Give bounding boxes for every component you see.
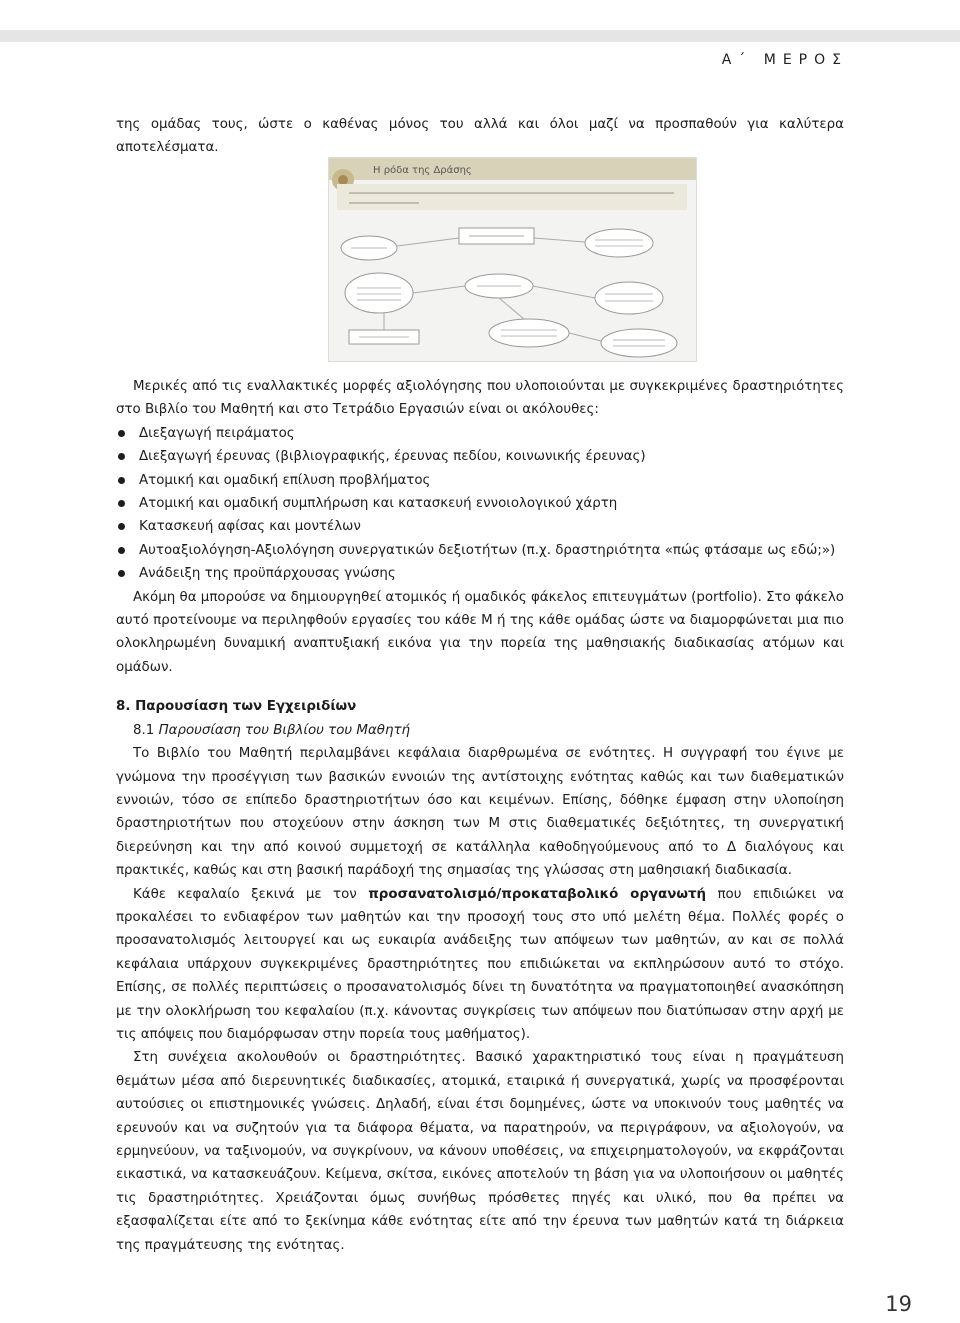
wheel-of-action-figure xyxy=(328,157,697,362)
paragraph-1: Το Βιβλίο του Μαθητή περιλαμβάνει κεφάλαια διαρθρωμένα σε ενότητες. Η συγγραφή του έγινε με γνώμονα την προσέγγιση των βασικών εννοιών της αντίστοιχης ενότητας καθώς και των διαθεματικών εννοιών, τόσο σε επίπεδο δραστηριοτήτων όσο και κειμένων. Επίσης, δόθηκε έμφαση στην υλοποίηση δραστηριοτήτων που στοχεύουν στην άσκηση των Μ στις διαθεματικές δεξιότητες, τη συνεργατική διερεύνηση και την από κοινού συμμετοχή σε κατάλληλα καθοδηγούμενους από το Δ διαλόγους και πρακτικές, καθώς και στη βασική παράδοχή της σημασίας της γλώσσας στη μαθησιακή διαδικασία. xyxy=(116,746,844,879)
paragraph-2 xyxy=(116,883,844,1047)
intro-paragraph xyxy=(116,113,844,160)
list-item: Ατομική και ομαδική συμπλήρωση και κατασκευή εννοιολογικού χάρτη xyxy=(116,492,844,515)
subsection-number: 8.1 xyxy=(133,722,155,738)
paragraph-2-bold: προσανατολισμό/προκαταβολικό οργανωτή xyxy=(368,886,707,902)
page-number: 19 xyxy=(885,1292,912,1316)
portfolio-paragraph: Ακόμη θα μπορούσε να δημιουργηθεί ατομικός ή ομαδικός φάκελος επιτευγμάτων (portfolio). Στο φάκελο αυτό προτείνουμε να περιληφθούν εργασίες του κάθε Μ ή της κάθε ομάδας ώστε να διαμορφώνεται μια πιο ολοκληρωμένη δυναμική αναπτυξιακή εικόνα για την πορεία της μαθησιακής διαδικασίας ατόμων και ομάδων. xyxy=(116,589,844,675)
paragraph-2-start: Κάθε κεφαλαίο ξεκινά με τον xyxy=(133,886,369,902)
subsection-heading xyxy=(116,719,844,742)
list-item: Διεξαγωγή έρευνας (βιβλιογραφικής, έρευνας πεδίου, κοινωνικής έρευνας) xyxy=(116,445,844,468)
list-item: Ανάδειξη της προϋπάρχουσας γνώσης xyxy=(116,562,844,585)
paragraph-3: Στη συνέχεια ακολουθούν οι δραστηριότητες. Βασικό χαρακτηριστικό τους είναι η πραγμάτευση θεμάτων μέσα από διερευνητικές διαδικασίες, ατομικά, εταιρικά ή συνεργατικά, χωρίς να προσφέρονται αυτούσιες οι επιστημονικές γνώσεις. Δηλαδή, είναι έτσι δομημένες, ώστε να υποκινούν τους μαθητές να ερευνούν και να συζητούν για τα διάφορα θέματα, να παρατηρούν, να περιγράφουν, να αξιολογούν, να ερμηνεύουν, να ταξινομούν, να συγκρίνουν, να κάνουν υποθέσεις, να επιχειρηματολογούν, να εκφράζονται εικαστικά, να κατασκευάζουν. Κείμενα, σκίτσα, εικόνες αποτελούν τη βάση για να υλοποιήσουν οι μαθητές τις δραστηριότητες. Χρειάζονται όμως συνήθως πρόσθετες πηγές και υλικό, που θα πρέπει να εξασφαλίζεται είτε από το ξεκίνημα κάθε ενότητας είτε από την έρευνα των μαθητών κατά τη διάρκεια της πραγμάτευσης της ενότητας. xyxy=(116,1050,844,1253)
main-content xyxy=(116,375,844,1257)
list-item: Διεξαγωγή πειράματος xyxy=(116,422,844,445)
paragraph-2-end: που επιδιώκει να προκαλέσει το ενδιαφέρον των μαθητών και την προσοχή τους στο υπό μελέτη θέμα. Πολλές φορές ο προσανατολισμός λειτουργεί και ως ευκαιρία ανάδειξης των απόψεων των μαθητών, αν και σε πολλά κεφάλαια υπάρχουν συγκεκριμένες δραστηριότητες που επιδιώκεται να εκπληρώσουν αυτό το στόχο. Επίσης, σε πολλές περιπτώσεις ο προσανατολισμός δίνει τη δυνατότητα να πραγματοποιηθεί ανασκόπηση με την ολοκλήρωση του κεφαλαίου (π.χ. κάνοντας συγκρίσεις των απόψεων που διατύπωσαν στην αρχή με τις απόψεις που διαμόρφωσαν στην πορεία τους μαθήματος). xyxy=(116,886,845,1042)
figure-header-text: Η ρόδα της Δράσης xyxy=(373,165,472,176)
section-heading: 8. Παρουσίαση των Εγχειριδίων xyxy=(116,699,357,715)
assessment-intro: Μερικές από τις εναλλακτικές μορφές αξιολόγησης που υλοποιούνται με συγκεκριμένες δραστηριότητες στο Βιβλίο του Μαθητή και στο Τετράδιο Εργασιών είναι οι ακόλουθες: xyxy=(116,379,844,418)
list-item: Ατομική και ομαδική επίλυση προβλήματος xyxy=(116,469,844,492)
list-item: Αυτοαξιολόγηση-Αξιολόγηση συνεργατικών δεξιοτήτων (π.χ. δραστηριότητα «πώς φτάσαμε ως εδώ;») xyxy=(116,539,844,562)
part-label: Α΄ ΜΕΡΟΣ xyxy=(721,52,848,68)
subsection-title: Παρουσίαση του Βιβλίου του Μαθητή xyxy=(158,722,411,738)
intro-text: της ομάδας τους, ώστε ο καθένας μόνος του αλλά και όλοι μαζί να προσπαθούν για καλύτερα αποτελέσματα. xyxy=(116,117,844,156)
assessment-list xyxy=(116,422,844,586)
list-item: Κατασκευή αφίσας και μοντέλων xyxy=(116,515,844,538)
header-band xyxy=(0,30,960,42)
